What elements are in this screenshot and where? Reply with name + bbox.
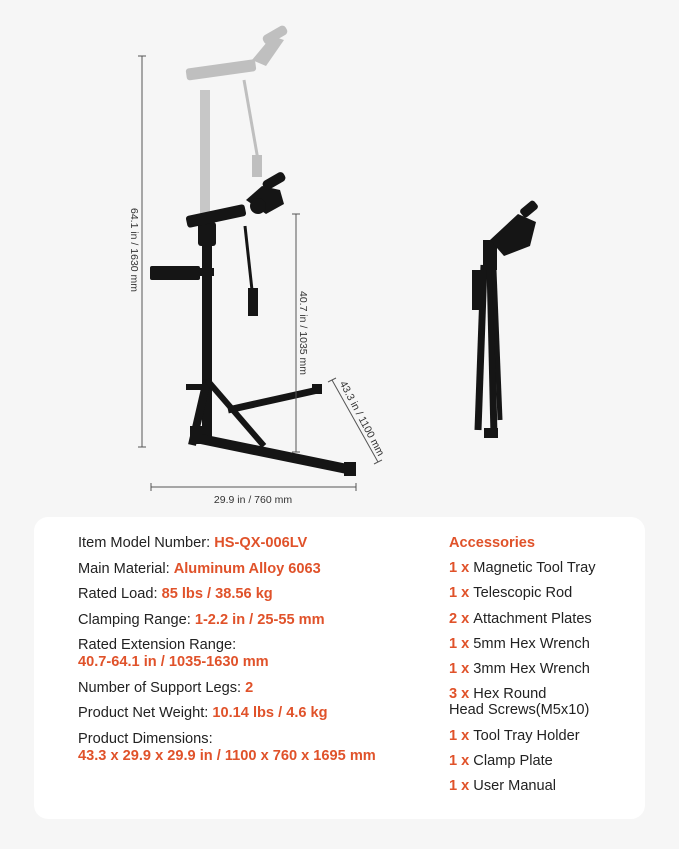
bike-stand-main — [150, 171, 356, 476]
dim-leg-length: 43.3 in / 1100 mm — [336, 379, 387, 459]
accessory-item: 2 x Attachment Plates — [449, 610, 592, 627]
accessory-item: 1 x Telescopic Rod — [449, 585, 573, 602]
dim-min-height: 40.7 in / 1035 mm — [297, 290, 309, 376]
dim-total-height: 64.1 in / 1630 mm — [128, 207, 140, 293]
accessory-item: 1 x 5mm Hex Wrench — [449, 635, 590, 652]
accessories-title: Accessories — [449, 535, 536, 551]
accessory-item: 1 x Magnetic Tool Tray — [449, 560, 596, 576]
spec-net-weight: Product Net Weight: 10.14 lbs / 4.6 kg — [78, 705, 328, 721]
accessory-item: 1 x 3mm Hex Wrench — [449, 661, 590, 678]
accessory-item: 1 x User Manual — [449, 778, 557, 795]
spec-support-legs: Number of Support Legs: 2 — [78, 679, 254, 696]
spec-clamping-range: Clamping Range: 1-2.2 in / 25-55 mm — [78, 611, 325, 628]
spec-model: Item Model Number: HS-QX-006LV — [78, 535, 308, 551]
folded-stand — [472, 199, 539, 438]
accessory-item: 1 x Tool Tray Holder — [449, 727, 580, 744]
spec-card — [34, 517, 645, 819]
accessory-item: 3 x Hex Round Head Screws(M5x10) — [449, 686, 590, 719]
spec-extension-range: Rated Extension Range: 40.7-64.1 in / 1035-1630 mm — [78, 637, 269, 670]
spec-material: Main Material: Aluminum Alloy 6063 — [78, 560, 321, 577]
spec-product-dimensions: Product Dimensions: 43.3 x 29.9 x 29.9 in / 1100 x 760 x 1695 mm — [78, 730, 376, 764]
spec-list — [78, 535, 458, 773]
accessory-item: 1 x Clamp Plate — [449, 753, 553, 770]
accessories-list — [449, 535, 639, 804]
spec-rated-load: Rated Load: 85 lbs / 38.56 kg — [78, 586, 273, 602]
dim-base-width: 29.9 in / 760 mm — [213, 494, 293, 506]
